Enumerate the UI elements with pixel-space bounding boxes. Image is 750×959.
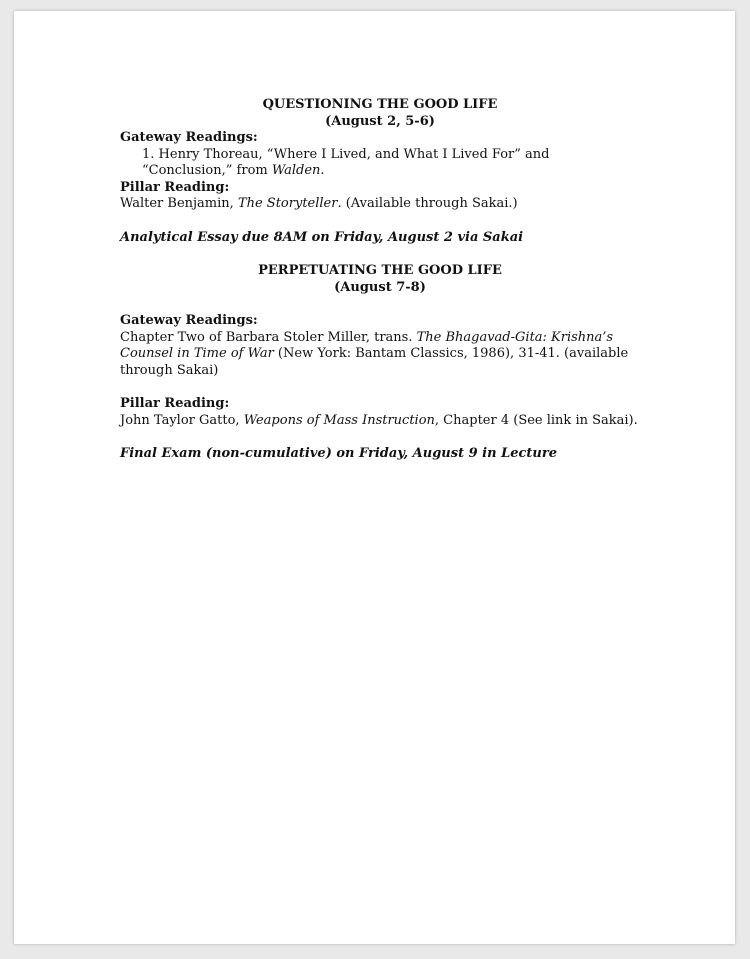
reading-text: .: [320, 163, 325, 178]
pillar-label-2: Pillar Reading:: [120, 396, 230, 411]
pillar-label-1: Pillar Reading:: [120, 179, 230, 195]
pillar-reading-gatto: [120, 413, 640, 430]
reading-title: Weapons of Mass Instruction: [243, 412, 435, 428]
reading-author: Walter Benjamin,: [120, 196, 238, 211]
gateway-label-2: Gateway Readings:: [120, 313, 258, 328]
gateway-label-1: Gateway Readings:: [120, 130, 258, 145]
reading-author: John Taylor Gatto,: [120, 412, 244, 428]
reading-title: Walden: [271, 163, 321, 178]
gateway-reading-thoreau: [120, 147, 640, 180]
final-exam-note: Final Exam (non-cumulative) on Friday, August 9 in Lecture: [120, 446, 558, 461]
gateway-reading-gita: [120, 330, 640, 380]
document-page: [14, 11, 735, 944]
reading-text: , Chapter 4 (See link in Sakai).: [434, 412, 638, 428]
reading-text: . (Available through Sakai.): [337, 196, 518, 211]
reading-text: 1. Henry Thoreau, “Where I Lived, and What I Lived For” and “Conclusion,” from: [142, 146, 550, 178]
section-title-perpetuating: PERPETUATING THE GOOD LIFE: [258, 263, 502, 278]
section-dates-questioning: (August 2, 5-6): [325, 113, 435, 129]
pillar-reading-benjamin: [120, 196, 640, 213]
syllabus-content: [120, 97, 640, 463]
reading-title: The Storyteller: [237, 196, 338, 211]
reading-text: Chapter Two of Barbara Stoler Miller, trans.: [120, 329, 417, 345]
section-dates-perpetuating: (August 7-8): [334, 279, 426, 295]
reading-title: The Bhagavad-Gita: Krishna’s Counsel in Time of War: [120, 329, 614, 361]
reading-text: (New York: Bantam Classics, 1986), 31-41. (available through Sakai): [120, 346, 629, 378]
section-title-questioning: QUESTIONING THE GOOD LIFE: [262, 97, 498, 112]
essay-due-note: Analytical Essay due 8AM on Friday, August 2 via Sakai: [120, 229, 524, 245]
